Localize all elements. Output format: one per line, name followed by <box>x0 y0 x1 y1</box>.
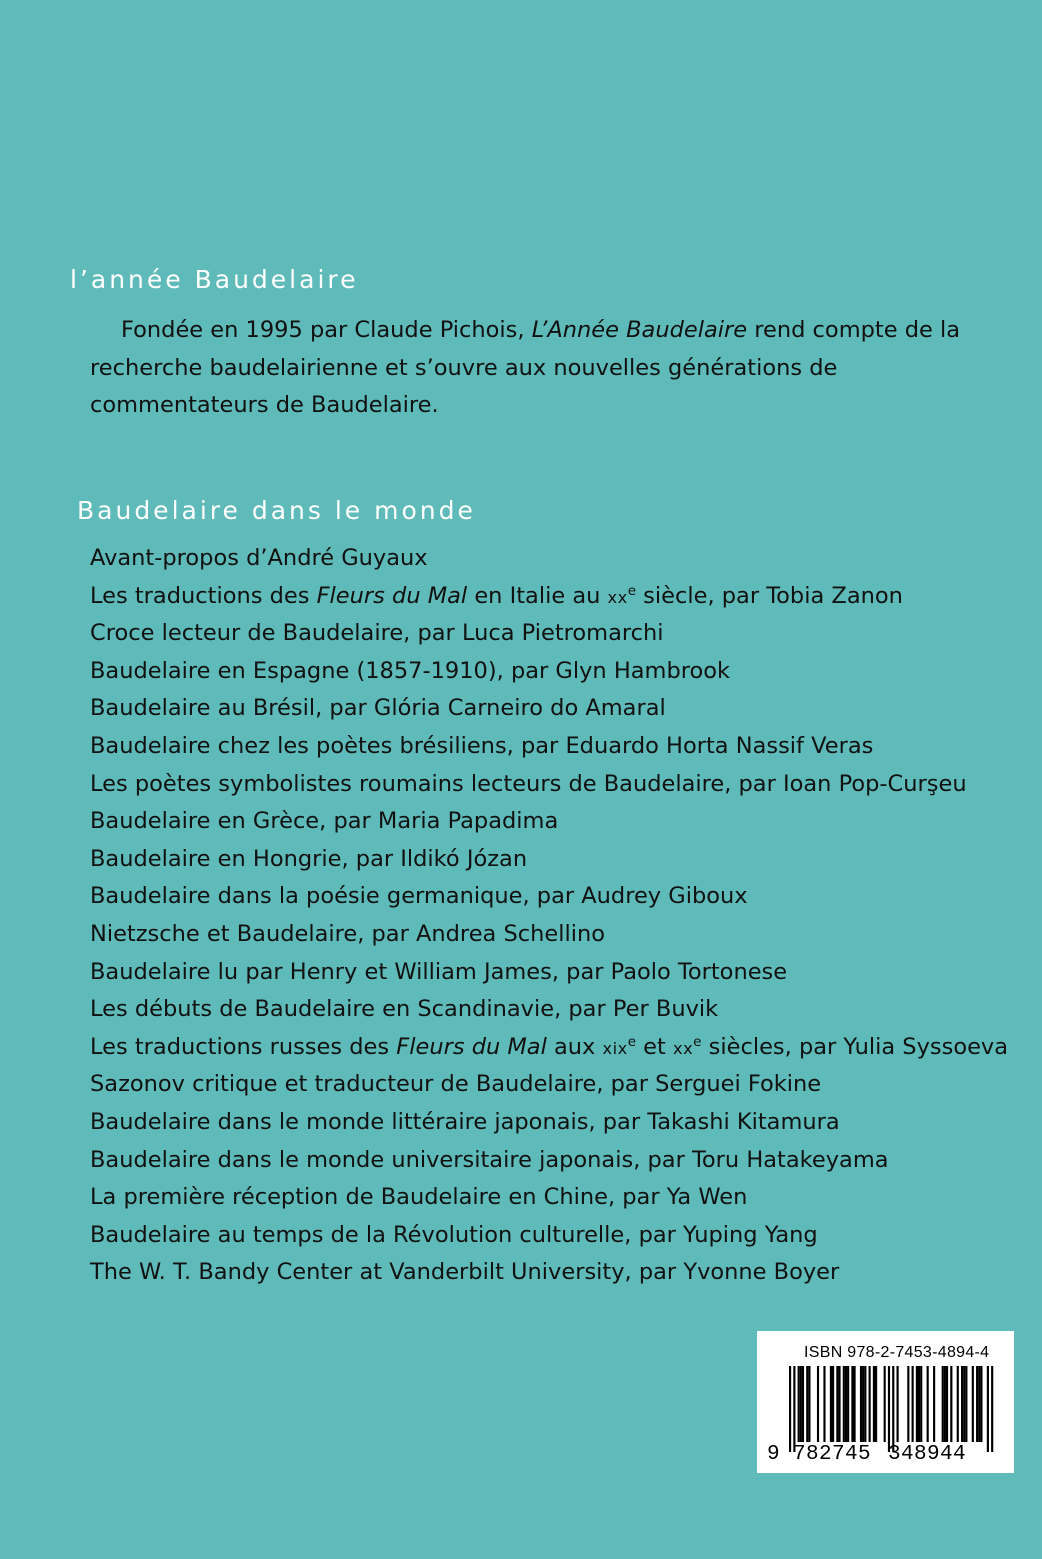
barcode-bar <box>946 1366 948 1442</box>
barcode-bar <box>920 1366 922 1442</box>
barcode-bar <box>933 1366 935 1442</box>
toc-item-text: et <box>636 1033 673 1060</box>
barcode-bar <box>854 1366 856 1442</box>
toc-item-text: aux <box>546 1033 603 1060</box>
barcode-bar <box>888 1366 890 1452</box>
toc-item-text: siècles, par Yulia Syssoeva <box>701 1033 1009 1060</box>
barcode-bar <box>927 1366 929 1442</box>
barcode-first-digit: 9 <box>767 1443 780 1466</box>
century-numeral: xx <box>607 587 628 607</box>
journal-title-italic: L’Année Baudelaire <box>531 317 748 343</box>
toc-item: La première réception de Baudelaire en Chine, par Ya Wen <box>90 1184 748 1211</box>
toc-item: Baudelaire au Brésil, par Glória Carneiro do Amaral <box>90 695 666 722</box>
barcode-bar <box>892 1366 894 1452</box>
barcode-bar <box>864 1366 866 1442</box>
barcode-bar <box>965 1366 967 1442</box>
barcode-bar <box>987 1366 989 1452</box>
barcode-bar <box>957 1366 959 1442</box>
intro-paragraph <box>90 312 1010 425</box>
toc-item: Sazonov critique et traducteur de Baudelaire, par Serguei Fokine <box>90 1071 822 1098</box>
barcode-bar <box>817 1366 819 1442</box>
intro-text-end: rend compte de la recherche baudelairienne et s’ouvre aux nouvelles générations de commentateurs de Baudelaire. <box>90 317 961 418</box>
toc-item: The W. T. Bandy Center at Vanderbilt University, par Yvonne Boyer <box>90 1259 840 1286</box>
toc-item-italic: Fleurs du Mal <box>316 582 468 609</box>
toc-item: Les poètes symbolistes roumains lecteurs de Baudelaire, par Ioan Pop-Curşeu <box>90 770 967 797</box>
barcode-bar <box>808 1366 810 1442</box>
barcode-bar <box>851 1366 853 1442</box>
intro-text-start: Fondée en 1995 par Claude Pichois, <box>121 317 532 343</box>
toc-item: Baudelaire dans le monde littéraire japonais, par Takashi Kitamura <box>90 1108 840 1135</box>
barcode-bar <box>873 1366 875 1442</box>
toc-item: Baudelaire dans la poésie germanique, par Audrey Giboux <box>90 883 748 910</box>
barcode-right-digits: 348944 <box>888 1443 967 1466</box>
barcode-bar <box>980 1366 982 1442</box>
barcode-bar <box>916 1366 918 1442</box>
barcode-bar <box>897 1366 899 1442</box>
century-numeral: xix <box>602 1038 628 1058</box>
toc-item <box>90 578 1020 616</box>
century-numeral: xx <box>673 1038 694 1058</box>
toc-item: Baudelaire en Grèce, par Maria Papadima <box>90 808 559 835</box>
toc-item <box>90 1029 1020 1067</box>
barcode-bar <box>862 1366 864 1442</box>
barcode-bar <box>963 1366 965 1442</box>
toc-item-text: Les traductions des <box>90 582 317 609</box>
barcode-bar <box>806 1366 808 1442</box>
barcode-bar <box>961 1366 963 1442</box>
barcode-bar <box>991 1366 993 1452</box>
barcode-bar <box>976 1366 978 1442</box>
barcode-bar <box>793 1366 795 1452</box>
barcode-bar <box>843 1366 845 1442</box>
barcode-left-digits: 782745 <box>793 1443 872 1466</box>
barcode-bar <box>869 1366 871 1442</box>
toc-item: Avant-propos d’André Guyaux <box>90 545 428 571</box>
toc-item: Croce lecteur de Baudelaire, par Luca Pietromarchi <box>90 620 664 647</box>
isbn-number: ISBN 978-2-7453-4894-4 <box>804 1344 990 1361</box>
barcode-bar <box>912 1366 914 1442</box>
toc-item: Baudelaire dans le monde universitaire japonais, par Toru Hatakeyama <box>90 1146 889 1173</box>
barcode-bar <box>950 1366 952 1442</box>
barcode-bar <box>823 1366 825 1442</box>
isbn-barcode-panel <box>757 1331 1014 1473</box>
barcode-bar <box>798 1366 800 1442</box>
barcode-bar <box>832 1366 834 1442</box>
barcode-bar <box>884 1366 886 1442</box>
barcode-bar <box>978 1366 980 1442</box>
section-title-baudelaire-dans-le-monde: Baudelaire dans le monde <box>77 496 476 525</box>
toc-item: Baudelaire au temps de la Révolution culturelle, par Yuping Yang <box>90 1221 818 1248</box>
toc-item: Baudelaire chez les poètes brésiliens, par Eduardo Horta Nassif Veras <box>90 732 874 759</box>
barcode-bar <box>944 1366 946 1442</box>
ordinal-superscript: e <box>627 582 637 599</box>
barcode-bar <box>942 1366 944 1442</box>
barcode-bar <box>875 1366 877 1442</box>
barcode-bar <box>830 1366 832 1442</box>
barcode-bar <box>860 1366 862 1442</box>
barcode-bar <box>800 1366 802 1442</box>
toc-item-text: siècle, par Tobia Zanon <box>636 582 903 609</box>
toc-item-text: Les traductions russes des <box>90 1033 397 1060</box>
barcode-bar <box>838 1366 840 1442</box>
ordinal-superscript: e <box>693 1033 702 1050</box>
table-of-contents <box>90 540 1020 1292</box>
toc-item-text: en Italie au <box>467 582 608 609</box>
toc-item: Baudelaire en Hongrie, par Ildikó Józan <box>90 845 528 872</box>
section-title-annee-baudelaire: l’année Baudelaire <box>70 265 359 294</box>
toc-item: Baudelaire en Espagne (1857-1910), par Glyn Hambrook <box>90 657 731 684</box>
barcode-bar <box>918 1366 920 1442</box>
ordinal-superscript: e <box>627 1033 637 1050</box>
barcode-bar <box>845 1366 847 1442</box>
toc-item: Les débuts de Baudelaire en Scandinavie, par Per Buvik <box>90 996 719 1023</box>
toc-item-italic: Fleurs du Mal <box>396 1033 547 1060</box>
barcode-bar <box>802 1366 804 1442</box>
barcode-bar <box>972 1366 974 1442</box>
barcode-bar <box>907 1366 909 1442</box>
barcode-bar <box>789 1366 791 1452</box>
barcode-bar <box>836 1366 838 1442</box>
toc-item: Baudelaire lu par Henry et William James, par Paolo Tortonese <box>90 958 788 985</box>
barcode-bar <box>847 1366 849 1442</box>
toc-item: Nietzsche et Baudelaire, par Andrea Schellino <box>90 920 606 947</box>
